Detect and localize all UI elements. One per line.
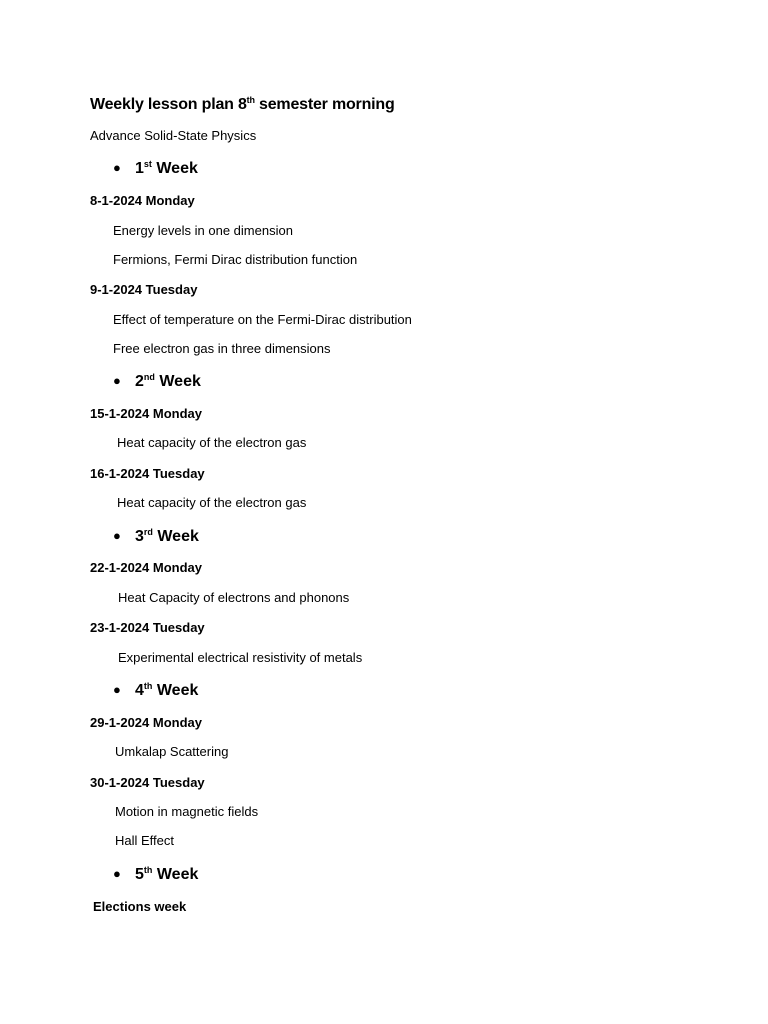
day-topic: Motion in magnetic fields	[115, 804, 259, 819]
title-rest: semester morning	[254, 96, 395, 113]
week-ordinal: th	[143, 681, 153, 691]
day-date: 16-1-2024 Tuesday	[90, 466, 205, 481]
bullet-icon: ●	[113, 528, 121, 543]
bullet-icon: ●	[113, 682, 121, 697]
title-superscript: th	[246, 95, 255, 105]
day-topic: Free electron gas in three dimensions	[113, 341, 331, 356]
week-label: Week	[152, 528, 199, 545]
week-label: Week	[154, 373, 201, 390]
week-heading-3	[113, 529, 199, 545]
day-topic: Energy levels in one dimension	[113, 223, 293, 238]
day-date: 9-1-2024 Tuesday	[90, 282, 198, 297]
day-date: 30-1-2024 Tuesday	[90, 775, 205, 790]
bullet-icon: ●	[113, 866, 121, 881]
document-title	[90, 97, 395, 113]
week-ordinal: th	[143, 865, 153, 875]
course-subtitle: Advance Solid-State Physics	[90, 128, 257, 143]
week-label: Week	[152, 682, 199, 699]
week-number: 2	[135, 373, 144, 390]
day-date: 15-1-2024 Monday	[90, 406, 202, 421]
bullet-icon: ●	[113, 160, 121, 175]
week-number: 3	[135, 528, 144, 545]
week-heading-4	[113, 683, 198, 699]
week-heading-1	[113, 161, 198, 177]
week-heading-2	[113, 374, 201, 390]
week-label: Week	[151, 160, 198, 177]
week-label: Week	[152, 866, 199, 883]
day-topic: Heat capacity of the electron gas	[117, 435, 307, 450]
week-ordinal: st	[143, 159, 152, 169]
day-topic: Effect of temperature on the Fermi-Dirac distribution	[113, 312, 412, 327]
week-note: Elections week	[93, 899, 187, 914]
week-ordinal: rd	[143, 527, 153, 537]
day-date: 29-1-2024 Monday	[90, 715, 202, 730]
day-topic: Experimental electrical resistivity of metals	[118, 650, 363, 665]
day-topic: Fermions, Fermi Dirac distribution function	[113, 252, 358, 267]
week-number: 1	[135, 160, 144, 177]
week-heading-5	[113, 867, 198, 883]
day-date: 22-1-2024 Monday	[90, 560, 202, 575]
week-number: 5	[135, 866, 144, 883]
day-date: 23-1-2024 Tuesday	[90, 620, 205, 635]
title-text: Weekly lesson plan 8	[90, 96, 247, 113]
day-topic: Umkalap Scattering	[115, 744, 229, 759]
day-topic: Heat Capacity of electrons and phonons	[118, 590, 350, 605]
week-ordinal: nd	[143, 372, 155, 382]
day-topic: Hall Effect	[115, 833, 175, 848]
bullet-icon: ●	[113, 373, 121, 388]
day-date: 8-1-2024 Monday	[90, 193, 195, 208]
week-number: 4	[135, 682, 144, 699]
day-topic: Heat capacity of the electron gas	[117, 495, 307, 510]
